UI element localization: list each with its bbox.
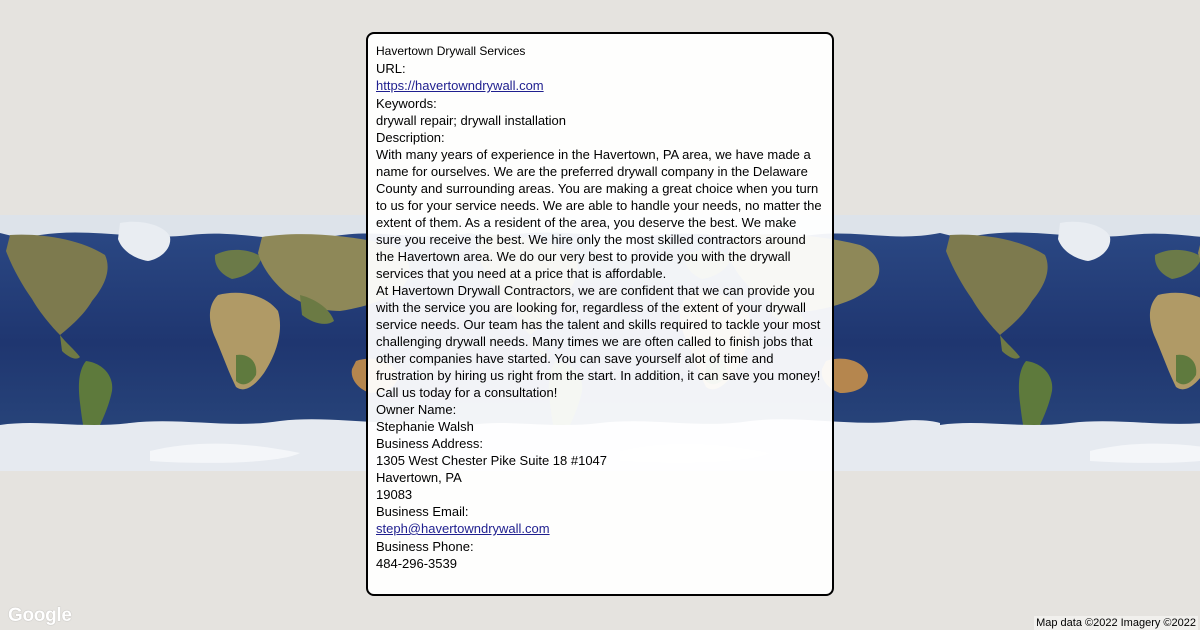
address-line-1: 1305 West Chester Pike Suite 18 #1047 xyxy=(376,453,608,468)
map-attribution: Map data ©2022 Imagery ©2022 xyxy=(1036,617,1196,629)
description-paragraph: At Havertown Drywall Contractors, we are confident that we can provide you with the service you are looking for, regardless of the extent of your drywall service needs. Our team has the talent and skills required to tackle your most challenging drywall needs. Many times we are often called to finish jobs that other companies have started. You can save yourself alot of time and frustration by hiring us right from the start. In addition, it can save you money! Call us today for a consultation! xyxy=(376,283,821,400)
address-zip: 19083 xyxy=(376,487,413,502)
owner-label: Owner Name: xyxy=(376,402,457,417)
email-label: Business Email: xyxy=(376,504,469,519)
website-link[interactable]: https://havertowndrywall.com xyxy=(376,78,544,93)
keywords-label: Keywords: xyxy=(376,96,437,111)
phone-label: Business Phone: xyxy=(376,539,474,554)
description-paragraph: With many years of experience in the Havertown, PA area, we have made a name for ourselves. We are the preferred drywall company in the Delaware County and surrounding areas. You are making a great choice when you turn to us for your service needs. We are able to handle your needs, no matter the extent of them. As a resident of the area, you deserve the best. We make sure you receive the best. We hire only the most skilled contractors around the Havertown area. We do our very best to provide you with the drywall services that you need at a price that is affordable. xyxy=(376,147,822,281)
business-info-card xyxy=(366,32,834,596)
phone-number: 484-296-3539 xyxy=(376,556,457,571)
url-label: URL: xyxy=(376,61,406,76)
address-line-2: Havertown, PA xyxy=(376,470,462,485)
description-text xyxy=(376,146,824,401)
keywords-value: drywall repair; drywall installation xyxy=(376,113,567,128)
email-link[interactable]: steph@havertowndrywall.com xyxy=(376,521,550,536)
google-logo[interactable] xyxy=(8,605,72,627)
description-label: Description: xyxy=(376,130,445,145)
card-title: Havertown Drywall Services xyxy=(376,44,526,58)
address-label: Business Address: xyxy=(376,436,483,451)
google-logo-text: Google xyxy=(8,605,72,626)
owner-name: Stephanie Walsh xyxy=(376,419,474,434)
